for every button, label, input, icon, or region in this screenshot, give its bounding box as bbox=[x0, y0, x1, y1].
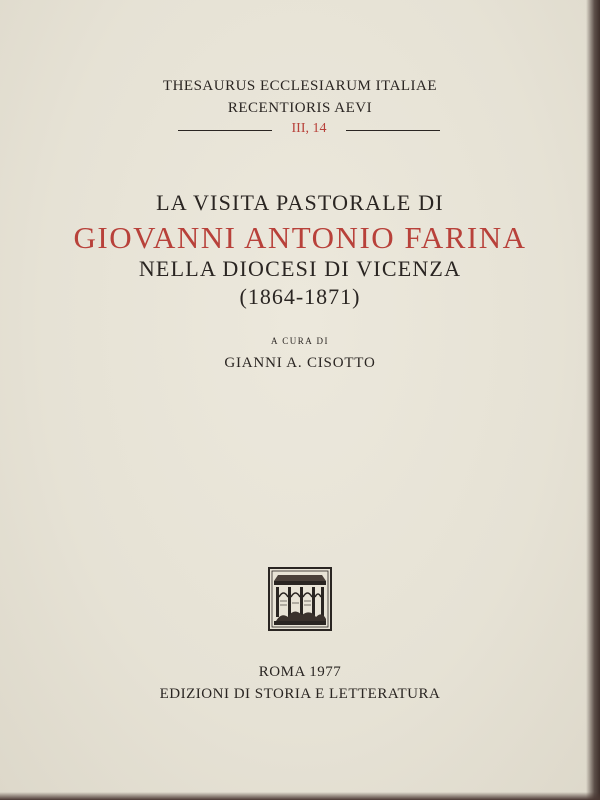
editor-prefix: A CURA DI bbox=[270, 336, 329, 346]
worn-edge-right bbox=[586, 0, 600, 800]
series-title-line-2: RECENTIORIS AEVI bbox=[227, 100, 373, 116]
worn-edge-bottom bbox=[0, 792, 600, 800]
divider-rule-left bbox=[178, 130, 272, 131]
editor-name: GIANNI A. CISOTTO bbox=[224, 355, 376, 371]
divider-rule-right bbox=[346, 130, 440, 131]
title-line-1: LA VISITA PASTORALE DI bbox=[156, 190, 444, 215]
imprint-publisher: EDIZIONI DI STORIA E LETTERATURA bbox=[159, 686, 441, 702]
series-title-line-1: THESAURUS ECCLESIARUM ITALIAE bbox=[162, 78, 438, 94]
volume-number: III, 14 bbox=[291, 121, 327, 136]
title-line-4: (1864-1871) bbox=[239, 284, 361, 309]
volume-row bbox=[0, 121, 600, 139]
publisher-emblem-icon bbox=[268, 567, 332, 631]
title-line-3: NELLA DIOCESI DI VICENZA bbox=[138, 256, 462, 281]
title-line-2: GIOVANNI ANTONIO FARINA bbox=[73, 220, 527, 255]
imprint-place-year: ROMA 1977 bbox=[258, 664, 342, 680]
